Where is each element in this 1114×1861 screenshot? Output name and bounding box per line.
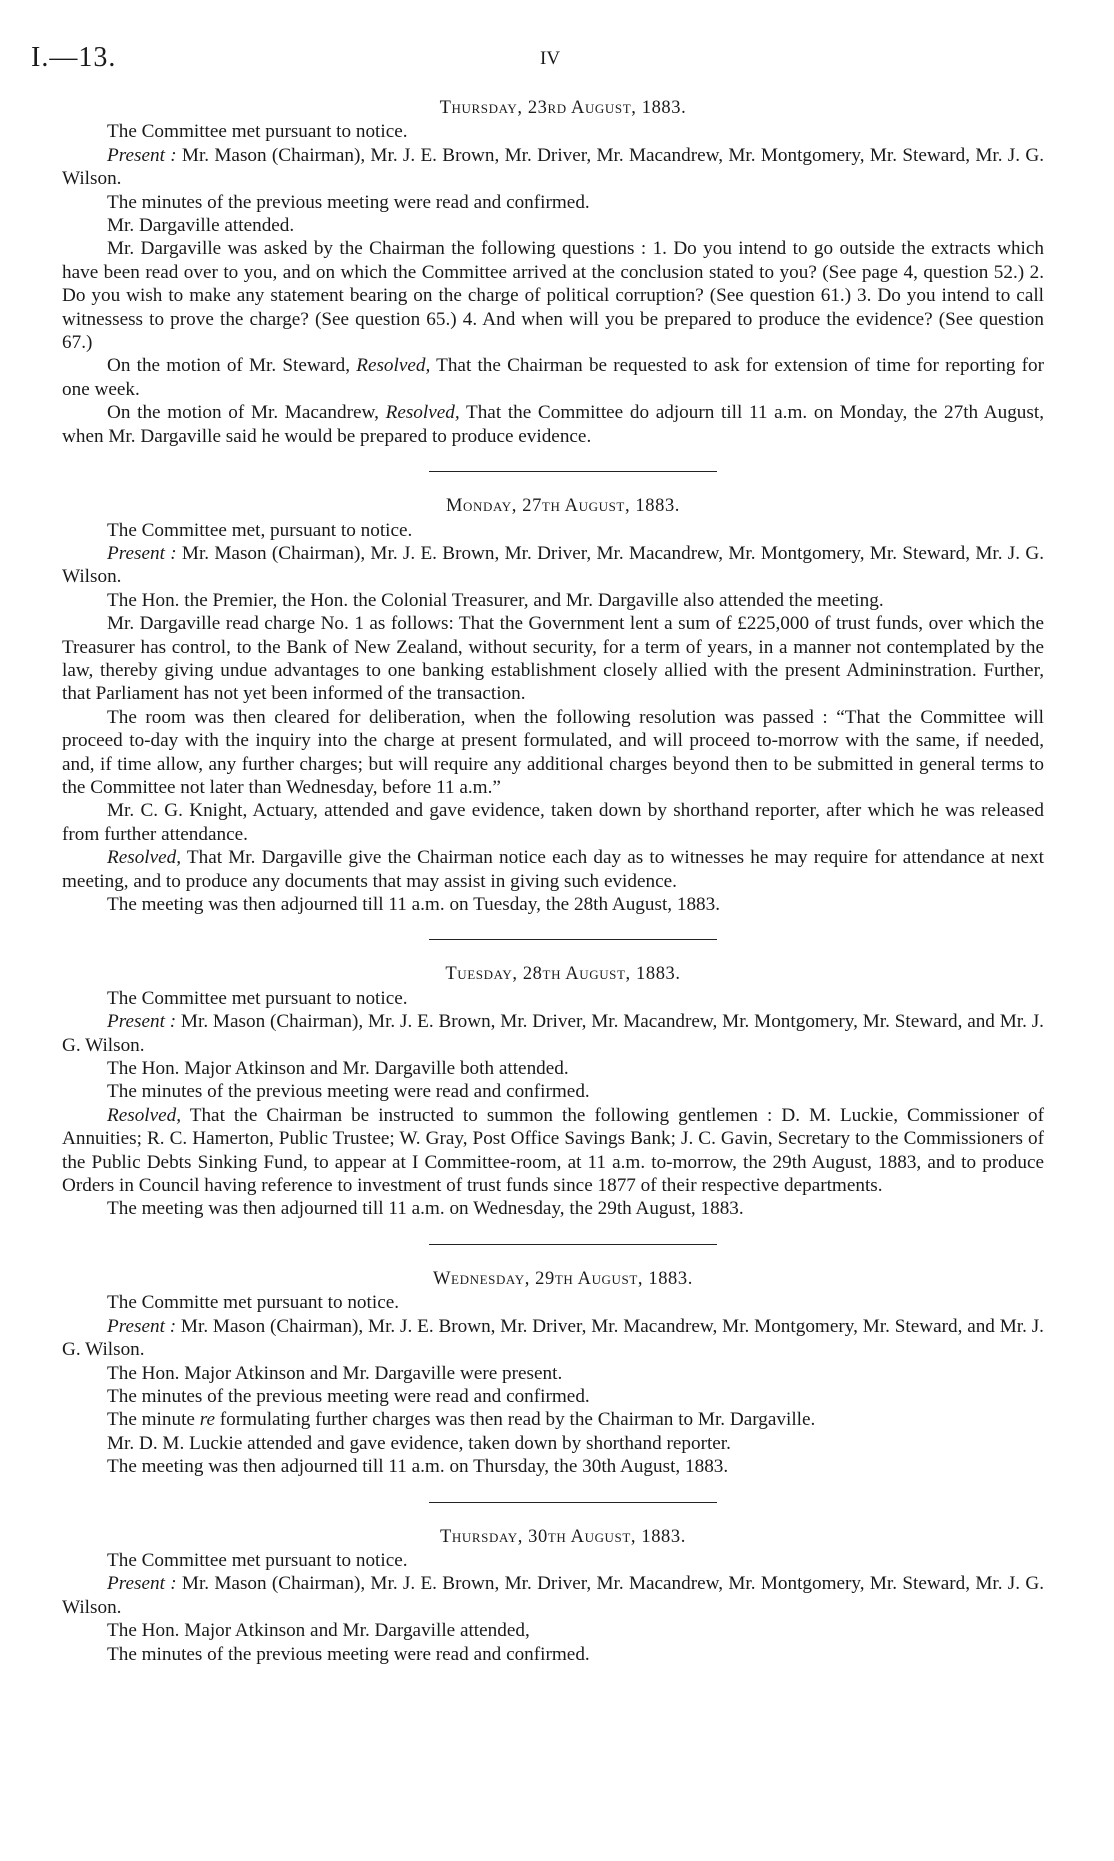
paragraph-text: That the Chairman be instructed to summon the following gentlemen : D. M. Luckie, Commissioner of Annuities; R. C. Hamerton, Public Trustee; W. Gray, Post Office Savings Bank; J. C. Gavin, Secretary to the Commissioners of the Public Debts Sinking Fund, to appear at I Committee-room, at 11 a.m. to-morrow, the 29th August, 1883, and to produce Orders in Council having reference to investment of trust funds since 1877 of their respective departments. bbox=[62, 1104, 1044, 1197]
minutes-paragraph bbox=[62, 1197, 1044, 1220]
minutes-paragraph bbox=[62, 401, 1044, 448]
italic-lead: Resolved, bbox=[107, 847, 182, 869]
paragraph-text-after: That the Committee do adjourn till 11 a.m. on Monday, the 27th August, when Mr. Dargaville said he would be prepared to produce evidence. bbox=[62, 402, 1044, 447]
minutes-paragraph bbox=[62, 144, 1044, 191]
paragraph-text: Mr. Dargaville was asked by the Chairman the following questions : 1. Do you intend to go outside the extracts which have been read over to you, and on which the Committee arrived at the conclusion stated to you? (See page 4, question 52.) 2. Do you wish to make any statement bearing on the charge of political corruption? (See question 61.) 3. Do you intend to call witnessess to prove the charge? (See question 65.) 4. And when will you be prepared to produce the evidence? (See question 67.) bbox=[62, 238, 1044, 354]
minutes-paragraph bbox=[62, 1408, 1044, 1431]
paragraph-text: Mr. Dargaville attended. bbox=[107, 215, 295, 237]
minutes-paragraph bbox=[62, 1643, 1044, 1666]
page-number: IV bbox=[540, 48, 561, 69]
minutes-paragraph bbox=[62, 1104, 1044, 1198]
paragraph-text: The Committee met pursuant to notice. bbox=[107, 121, 408, 143]
paragraph-text-after: That the Chairman be requested to ask for extension of time for reporting for one week. bbox=[62, 355, 1044, 400]
minutes-paragraph bbox=[62, 706, 1044, 800]
paragraph-text: On the motion of Mr. Macandrew, bbox=[107, 402, 386, 424]
minutes-paragraph bbox=[62, 1455, 1044, 1478]
minutes-paragraph bbox=[62, 191, 1044, 214]
minutes-paragraph bbox=[62, 1010, 1044, 1057]
paragraph-text: The minutes of the previous meeting were read and confirmed. bbox=[107, 1643, 590, 1665]
minutes-paragraph bbox=[62, 1315, 1044, 1362]
paragraph-text: Mr. Mason (Chairman), Mr. J. E. Brown, Mr. Driver, Mr. Macandrew, Mr. Montgomery, Mr. Steward, Mr. J. G. Wilson. bbox=[62, 1573, 1045, 1618]
minutes-paragraph bbox=[62, 589, 1044, 612]
minutes-paragraph bbox=[62, 1057, 1044, 1080]
paragraph-text: The Hon. Major Atkinson and Mr. Dargaville were present. bbox=[107, 1362, 563, 1384]
paragraph-text: Mr. Mason (Chairman), Mr. J. E. Brown, Mr. Driver, Mr. Macandrew, Mr. Montgomery, Mr. Steward, Mr. J. G. Wilson. bbox=[62, 144, 1045, 190]
minutes-body bbox=[62, 97, 1044, 1666]
italic-lead: Present : bbox=[107, 542, 177, 564]
paragraph-text: The minutes of the previous meeting were read and confirmed. bbox=[107, 1081, 590, 1103]
minutes-paragraph bbox=[62, 1291, 1044, 1314]
meeting-date-heading: Monday, 27th August, 1883. bbox=[445, 496, 681, 517]
italic-lead: Present : bbox=[107, 1573, 177, 1595]
minutes-paragraph bbox=[62, 1385, 1044, 1408]
minutes-paragraph bbox=[62, 1572, 1044, 1619]
paragraph-text: Mr. Mason (Chairman), Mr. J. E. Brown, Mr. Driver, Mr. Macandrew, Mr. Montgomery, Mr. Steward, Mr. J. G. Wilson. bbox=[62, 542, 1045, 588]
paragraph-text: The Committee met pursuant to notice. bbox=[107, 987, 408, 1009]
paragraph-text: The Hon. the Premier, the Hon. the Colonial Treasurer, and Mr. Dargaville also attended the meeting. bbox=[107, 589, 884, 611]
paragraph-text: The Hon. Major Atkinson and Mr. Dargaville both attended. bbox=[107, 1058, 569, 1080]
italic-lead: Resolved, bbox=[107, 1104, 182, 1126]
minutes-paragraph bbox=[62, 237, 1044, 354]
minutes-paragraph bbox=[62, 120, 1044, 143]
paragraph-text: The minute bbox=[107, 1409, 200, 1431]
section-divider bbox=[429, 939, 717, 940]
minutes-paragraph bbox=[62, 519, 1044, 542]
paragraph-text: Mr. Mason (Chairman), Mr. J. E. Brown, Mr. Driver, Mr. Macandrew, Mr. Montgomery, Mr. Steward, and Mr. J. G. Wilson. bbox=[62, 1011, 1044, 1056]
italic-lead: Present : bbox=[107, 1315, 177, 1337]
paragraph-text: The Committe met pursuant to notice. bbox=[107, 1292, 400, 1314]
minutes-paragraph bbox=[62, 893, 1044, 916]
paragraph-text: The meeting was then adjourned till 11 a.m. on Thursday, the 30th August, 1883. bbox=[107, 1456, 729, 1478]
italic-term: Resolved, bbox=[385, 402, 460, 424]
paragraph-text: The Hon. Major Atkinson and Mr. Dargaville attended, bbox=[107, 1620, 530, 1642]
paragraph-text: Mr. Mason (Chairman), Mr. J. E. Brown, Mr. Driver, Mr. Macandrew, Mr. Montgomery, Mr. Steward, and Mr. J. G. Wilson. bbox=[62, 1315, 1044, 1361]
paragraph-text: Mr. Dargaville read charge No. 1 as follows: That the Government lent a sum of £225,000 of trust funds, over which the Treasurer has control, to the Bank of New Zealand, without security, for a term of years, in a manner not contemplated by the law, thereby giving undue advantages to one banking establishment closely allied with the present Admininstration. Further, that Parliament has not yet been informed of the transaction. bbox=[62, 613, 1044, 705]
minutes-paragraph bbox=[62, 987, 1044, 1010]
paragraph-text: Mr. D. M. Luckie attended and gave evidence, taken down by shorthand reporter. bbox=[107, 1432, 731, 1454]
minutes-paragraph bbox=[62, 214, 1044, 237]
paragraph-text: On the motion of Mr. Steward, bbox=[107, 355, 357, 377]
italic-term: Resolved, bbox=[356, 355, 431, 377]
italic-lead: Present : bbox=[107, 1011, 177, 1033]
italic-term: re bbox=[199, 1409, 215, 1431]
meeting-date-heading: Thursday, 30th August, 1883. bbox=[439, 1526, 686, 1547]
minutes-paragraph bbox=[62, 542, 1044, 589]
paragraph-text: Mr. C. G. Knight, Actuary, attended and gave evidence, taken down by shorthand reporter, after which he was released from further attendance. bbox=[62, 800, 1044, 845]
paragraph-text: The meeting was then adjourned till 11 a.m. on Wednesday, the 29th August, 1883. bbox=[107, 1198, 744, 1220]
section-divider bbox=[429, 1244, 717, 1245]
minutes-paragraph bbox=[62, 846, 1044, 893]
italic-lead: Present : bbox=[107, 144, 177, 166]
minutes-paragraph bbox=[62, 1549, 1044, 1572]
section-divider bbox=[429, 471, 717, 472]
meeting-date-heading: Thursday, 23rd August, 1883. bbox=[439, 98, 687, 118]
paragraph-text: The minutes of the previous meeting were read and confirmed. bbox=[107, 1385, 590, 1407]
minutes-paragraph bbox=[62, 1432, 1044, 1455]
minutes-paragraph bbox=[62, 1362, 1044, 1385]
paragraph-text-after: formulating further charges was then read by the Chairman to Mr. Dargaville. bbox=[215, 1409, 816, 1431]
paragraph-text: The room was then cleared for deliberation, when the following resolution was passed : “That the Committee will proceed to-day with the inquiry into the charge at present formulated, and will proceed to-morrow with the same, if needed, and, if time allow, any further charges; but will require any additional charges beyond then to be submitted in general terms to the Committee not later than Wednesday, before 11 a.m.” bbox=[62, 706, 1044, 798]
minutes-paragraph bbox=[62, 1080, 1044, 1103]
paragraph-text: That Mr. Dargaville give the Chairman notice each day as to witnesses he may require for attendance at next meeting, and to produce any documents that may assist in giving such evidence. bbox=[62, 847, 1044, 892]
parliamentary-paper-reference: I.—13. bbox=[31, 42, 117, 73]
paragraph-text: The Committee met pursuant to notice. bbox=[107, 1549, 408, 1571]
minutes-paragraph bbox=[62, 1619, 1044, 1642]
paragraph-text: The minutes of the previous meeting were read and confirmed. bbox=[107, 191, 590, 213]
section-divider bbox=[429, 1502, 717, 1503]
paragraph-text: The Committee met, pursuant to notice. bbox=[107, 519, 413, 541]
meeting-date-heading: Wednesday, 29th August, 1883. bbox=[433, 1268, 693, 1289]
minutes-paragraph bbox=[62, 354, 1044, 401]
minutes-paragraph bbox=[62, 799, 1044, 846]
minutes-paragraph bbox=[62, 612, 1044, 706]
meeting-date-heading: Tuesday, 28th August, 1883. bbox=[445, 964, 681, 985]
paragraph-text: The meeting was then adjourned till 11 a.m. on Tuesday, the 28th August, 1883. bbox=[107, 894, 721, 915]
